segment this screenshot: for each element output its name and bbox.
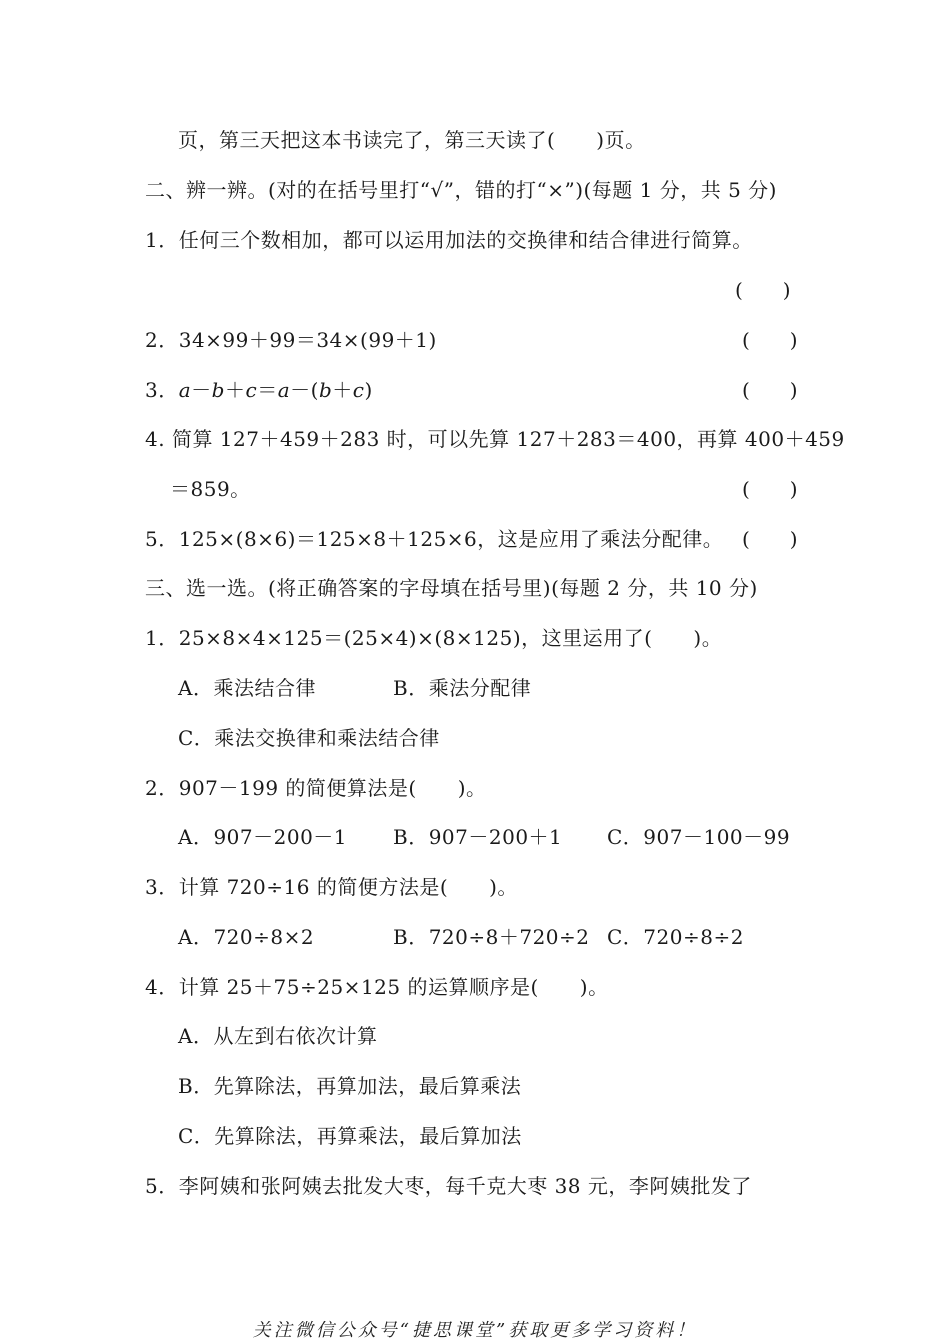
s3-q2-option-c[interactable]: C．907－100－99 [607, 825, 791, 849]
section-3-heading: 三、选一选。(将正确答案的字母填在括号里)(每题 2 分，共 10 分) [145, 576, 758, 600]
s2-question-1: 1．任何三个数相加，都可以运用加法的交换律和结合律进行简算。 [145, 228, 753, 252]
s2-q3-close: ) [364, 378, 373, 402]
s2-question-3 [145, 376, 373, 404]
section-2-heading: 二、辨一辨。(对的在括号里打“√”，错的打“×”)(每题 1 分，共 5 分) [145, 178, 777, 202]
s3-question-2: 2．907－199 的简便算法是( )。 [145, 776, 487, 800]
s3-question-5: 5．李阿姨和张阿姨去批发大枣，每千克大枣 38 元，李阿姨批发了 [145, 1174, 752, 1198]
s3-q1-option-b[interactable]: B．乘法分配律 [393, 676, 532, 700]
s2-q2-answer-paren[interactable]: ( ) [742, 328, 798, 352]
s2-q3-var-c: c [245, 378, 258, 402]
s3-q2-option-b[interactable]: B．907－200＋1 [393, 825, 563, 849]
s2-q1-answer-paren[interactable]: ( ) [735, 278, 791, 302]
s3-q1-option-a[interactable]: A．乘法结合律 [178, 676, 316, 700]
s3-q3-option-a[interactable]: A．720÷8×2 [178, 925, 315, 949]
intro-line: 页，第三天把这本书读完了，第三天读了( )页。 [178, 128, 646, 152]
s2-question-5: 5．125×(8×6)＝125×8＋125×6，这是应用了乘法分配律。 [145, 527, 724, 551]
s2-q3-var-c2: c [352, 378, 365, 402]
s3-question-3: 3．计算 720÷16 的简便方法是( )。 [145, 875, 518, 899]
s3-q4-option-b[interactable]: B．先算除法，再算加法，最后算乘法 [178, 1074, 522, 1098]
s2-q4-answer-paren[interactable]: ( ) [742, 477, 798, 501]
s2-q3-minus: － [191, 378, 212, 402]
s3-q2-option-a[interactable]: A．907－200－1 [178, 825, 348, 849]
s2-q3-var-a: a [178, 378, 192, 402]
s3-question-1: 1．25×8×4×125＝(25×4)×(8×125)，这里运用了( )。 [145, 626, 723, 650]
s2-q3-minus-open: －( [290, 378, 319, 402]
s2-q3-number: 3． [145, 378, 179, 402]
s3-q1-option-c[interactable]: C．乘法交换律和乘法结合律 [178, 726, 440, 750]
s2-q3-equals: ＝ [257, 378, 278, 402]
s3-q3-option-b[interactable]: B．720÷8＋720÷2 [393, 925, 590, 949]
s2-q3-plus: ＋ [224, 378, 246, 402]
s2-question-2: 2．34×99＋99＝34×(99＋1) [145, 328, 437, 352]
s3-q4-option-a[interactable]: A．从左到右依次计算 [178, 1024, 378, 1048]
s2-q3-plus2: ＋ [332, 378, 353, 402]
s3-q3-option-c[interactable]: C．720÷8÷2 [607, 925, 744, 949]
footer-promo-text: 关注微信公众号“捷思课堂”获取更多学习资料！ [252, 1320, 698, 1341]
s2-q5-answer-paren[interactable]: ( ) [742, 527, 798, 551]
s2-q3-var-b2: b [318, 378, 333, 402]
s3-q4-option-c[interactable]: C．先算除法，再算乘法，最后算加法 [178, 1124, 522, 1148]
s2-question-4: 4. 简算 127＋459＋283 时，可以先算 127＋283＝400，再算 400＋459 [145, 427, 845, 451]
s3-question-4: 4．计算 25＋75÷25×125 的运算顺序是( )。 [145, 975, 609, 999]
s2-q3-var-b: b [211, 378, 225, 402]
s2-q3-answer-paren[interactable]: ( ) [742, 378, 798, 402]
s2-q3-var-a2: a [277, 378, 291, 402]
s2-question-4-cont: ＝859。 [170, 477, 251, 501]
